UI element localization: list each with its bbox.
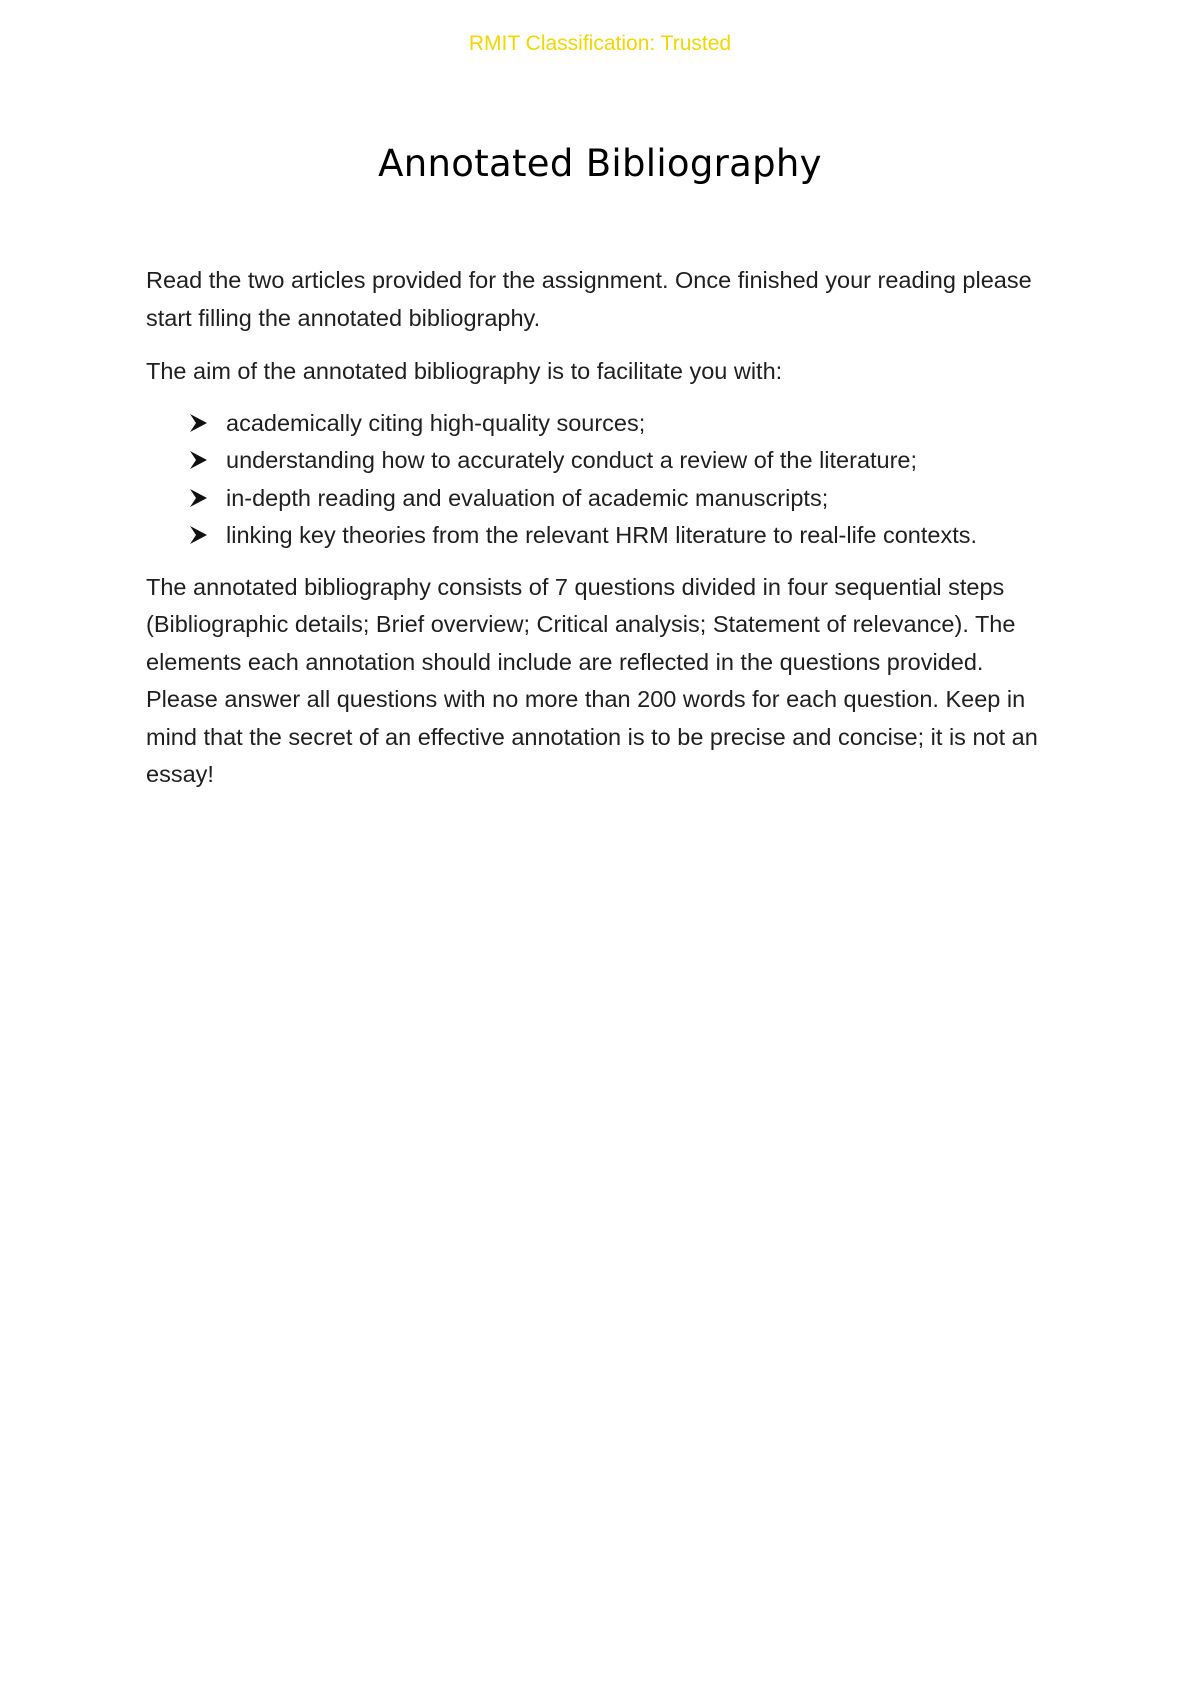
document-title: Annotated Bibliography <box>378 142 822 185</box>
classification-header: RMIT Classification: Trusted <box>468 32 732 55</box>
structure-paragraph: The annotated bibliography consists of 7 questions divided in four sequential steps (Bibliographic details; Brief overview; Critical analysis; Statement of relevance). The elements each annotation should include are reflected in the questions provided. Please answer all questions with no more than 200 words for each question. Keep in mind that the secret of an effective annotation is to be precise and concise; it is not an essay! <box>146 573 1038 787</box>
list-item-text: academically citing high-quality sources; <box>226 409 646 436</box>
aim-paragraph: The aim of the annotated bibliography is to facilitate you with: <box>146 358 783 384</box>
list-item-text: in-depth reading and evaluation of academic manuscripts; <box>226 484 829 511</box>
list-item <box>146 442 1056 480</box>
arrowhead-bullet-icon <box>188 517 210 554</box>
aims-list <box>146 405 1056 555</box>
list-item <box>146 517 1056 555</box>
arrowhead-bullet-icon <box>188 405 210 442</box>
list-item-text: linking key theories from the relevant HRM literature to real-life contexts. <box>226 522 978 548</box>
list-item <box>146 405 1056 443</box>
document-body <box>146 262 1056 794</box>
intro-paragraph: Read the two articles provided for the assignment. Once finished your reading please start filling the annotated bibliography. <box>146 267 1032 331</box>
arrowhead-bullet-icon <box>188 480 210 517</box>
arrowhead-bullet-icon <box>188 442 210 479</box>
list-item-text: understanding how to accurately conduct a review of the literature; <box>226 447 918 473</box>
list-item <box>146 480 1056 518</box>
